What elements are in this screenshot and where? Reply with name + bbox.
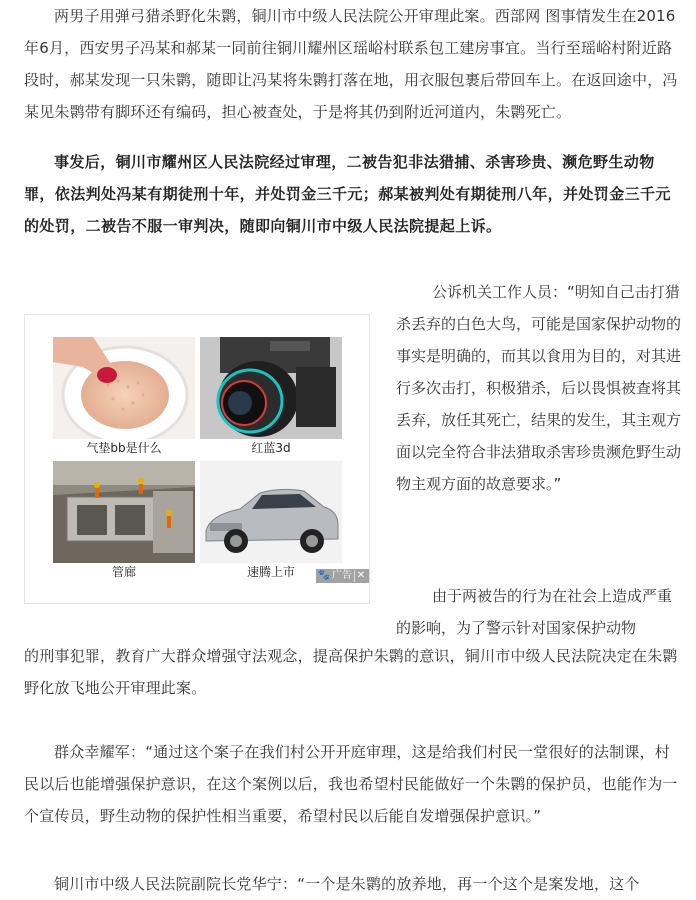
- silver-car-image[interactable]: [200, 461, 342, 563]
- paragraph-prosecutor: 公诉机关工作人员：“明知自己击打猎杀丢弃的白色大鸟，可能是国家保护动物的事实是明确的，而其以食用为目的，对其进行多次击打，积极猎杀，后以畏惧被查将其丢弃，放任其死亡，结果的发生，其主观方面以完全符合非法猎取杀害珍贵濒危野生动物主观方面的故意要求。”: [396, 283, 682, 493]
- paragraph-impact-continued: 的刑事犯罪，教育广大群众增强守法观念，提高保护朱鹮的意识，铜川市中级人民法院决定在朱鹮野化放飞地公开审理此案。: [24, 647, 678, 697]
- ad-item-3d[interactable]: [200, 337, 342, 457]
- paragraph-vice-president: 铜川市中级人民法院副院长党华宁：“一个是朱鹮的放养地，再一个这个是案发地，这个: [54, 875, 640, 893]
- ad-item-tunnel[interactable]: [53, 461, 195, 581]
- ad-badge-label: 广告: [332, 570, 352, 581]
- ad-caption[interactable]: 管廊: [111, 565, 136, 579]
- close-icon[interactable]: ✕: [354, 570, 367, 582]
- camera-lens-image[interactable]: [200, 337, 342, 439]
- paragraph-intro: 两男子用弹弓猎杀野化朱鹮，铜川市中级人民法院公开审理此案。西部网 图事情发生在2016年6月，西安男子冯某和郝某一同前往铜川耀州区瑶峪村联系包工建房事宜。当行至瑶峪村附近路段时，郝某发现一只朱鹮，随即让冯某将朱鹮打落在地，用衣服包裹后带回车上。在返回途中，冯某见朱鹮带有脚环还有编码，担心被查处，于是将其仍到附近河道内，朱鹮死亡。: [24, 7, 678, 121]
- utility-tunnel-image[interactable]: [53, 461, 195, 563]
- ad-grid: [53, 337, 343, 597]
- paw-icon: 🐾: [317, 570, 330, 581]
- paragraph-villager: 群众幸耀军：“通过这个案子在我们村公开开庭审理，这是给我们村民一堂很好的法制课，村民以后也能增强保护意识，在这个案例以后，我也希望村民能做好一个朱鹮的保护员，也能作为一个宣传员，野生动物的保护性相当重要，希望村民以后能自发增强保护意识。”: [24, 743, 678, 825]
- ad-caption[interactable]: 速腾上市: [246, 565, 295, 579]
- ad-caption[interactable]: 红蓝3d: [251, 441, 291, 455]
- paragraph-impact: 由于两被告的行为在社会上造成严重的影响，为了警示针对国家保护动物: [396, 587, 673, 637]
- ad-caption[interactable]: 气垫bb是什么: [86, 441, 162, 455]
- ad-item-cushion[interactable]: [53, 337, 195, 457]
- ad-item-car[interactable]: [200, 461, 342, 581]
- cushion-compact-image[interactable]: [53, 337, 195, 439]
- ad-badge[interactable]: [316, 569, 369, 583]
- ad-panel[interactable]: [24, 314, 370, 604]
- paragraph-verdict: 事发后，铜川市耀州区人民法院经过审理，二被告犯非法猎捕、杀害珍贵、濒危野生动物罪，依法判处冯某有期徒刑十年，并处罚金三千元；郝某被判处有期徒刑八年，并处罚金三千元的处罚，二被告不服一审判决，随即向铜川市中级人民法院提起上诉。: [24, 153, 671, 235]
